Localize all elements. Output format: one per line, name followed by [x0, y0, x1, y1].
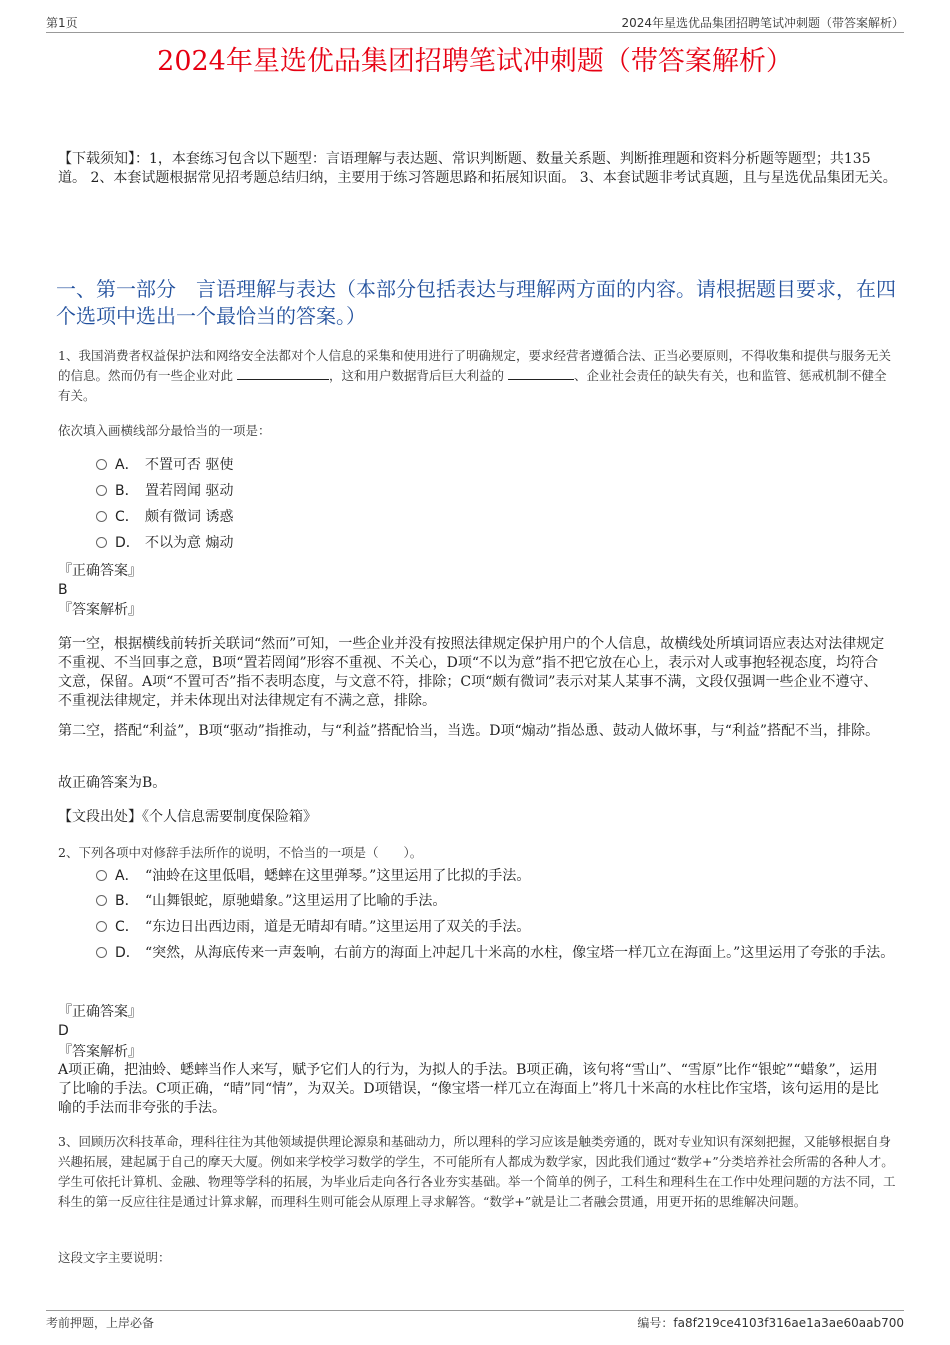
q1-stem-part-b: ，这和用户数据背后巨大利益的	[329, 368, 505, 383]
radio-icon[interactable]	[96, 947, 107, 958]
q2-analysis-label: 『答案解析』	[58, 1044, 142, 1060]
q1-blank-1	[237, 367, 329, 380]
option-text: 不以为意 煽动	[145, 535, 234, 551]
footer-slogan: 考前押题，上岸必备	[46, 1316, 155, 1330]
q2-answer: D	[58, 1023, 69, 1039]
radio-icon[interactable]	[96, 921, 107, 932]
option-text: 不置可否 驱使	[145, 457, 234, 473]
footer-doc-id: 编号：fa8f219ce4103f316ae1a3ae60aab700	[637, 1316, 904, 1330]
option-key: A．	[115, 868, 139, 884]
option-text: “突然，从海底传来一声轰响，右前方的海面上冲起几十米高的水柱，像宝塔一样兀立在海面上。”这里运用了夸张的手法。	[145, 945, 895, 961]
q3-stem: 3、回顾历次科技革命，理科往往为其他领域提供理论源泉和基础动力，所以理科的学习应该是触类旁通的，既对专业知识有深刻把握，又能够根据自身兴趣拓展，建起属于自己的摩天大厦。例如来学校学习数学的学生，不可能所有人都成为数学家，因此我们通过“数学+”分类培养社会所需的各种人才。学生可依托计算机、金融、物理等学科的拓展，为毕业后走向各行各业夯实基础。举一个简单的例子，工科生和理科生在工作中处理问题的方法不同，工科生的第一反应往往是通过计算求解，而理科生则可能会从原理上寻求解答。“数学+”就是让二者融会贯通，用更开拓的思维解决问题。	[58, 1134, 896, 1209]
q1-blank-2	[508, 367, 574, 380]
q1-option-d[interactable]	[96, 533, 896, 554]
radio-icon[interactable]	[96, 485, 107, 496]
option-key: B．	[115, 483, 139, 499]
q2-option-a[interactable]	[96, 866, 896, 887]
radio-icon[interactable]	[96, 537, 107, 548]
option-key: C．	[115, 509, 139, 525]
q1-source: 【文段出处】《个人信息需要制度保险箱》	[58, 809, 317, 825]
radio-icon[interactable]	[96, 870, 107, 881]
option-text: “东边日出西边雨，道是无晴却有晴。”这里运用了双关的手法。	[145, 919, 531, 935]
header-doc-title: 2024年星选优品集团招聘笔试冲刺题（带答案解析）	[621, 16, 904, 30]
q1-analysis-label: 『答案解析』	[58, 602, 142, 618]
q1-analysis-1: 第一空，根据横线前转折关联词“然而”可知，一些企业并没有按照法律规定保护用户的个人信息，故横线处所填词语应表达对法律规定不重视、不当回事之意，B项“置若罔闻”形容不重视、不关心，D项“不以为意”指不把它放在心上，表示对人或事抱轻视态度，均符合文意，保留。A项“不置可否”指不表明态度，与文意不符，排除；C项“颇有微词”表示对某人某事不满，文段仅强调一些企业不遵守、不重视法律规定，并未体现出对法律规定有不满之意，排除。	[58, 636, 885, 709]
option-text: “山舞银蛇，原驰蜡象。”这里运用了比喻的手法。	[145, 893, 447, 909]
q1-analysis-2: 第二空，搭配“利益”，B项“驱动”指推动，与“利益”搭配恰当，当选。D项“煽动”指怂恿、鼓动人做坏事，与“利益”搭配不当，排除。	[58, 723, 880, 739]
radio-icon[interactable]	[96, 459, 107, 470]
download-notice: 【下载须知】：1，本套练习包含以下题型：言语理解与表达题、常识判断题、数量关系题、判断推理题和资料分析题等题型；共135道。 2、本套试题根据常见招考题总结归纳，主要用于练习答题思路和拓展知识面。 3、本套试题非考试真题，且与星选优品集团无关。	[58, 151, 897, 186]
q2-option-c[interactable]	[96, 917, 896, 938]
q2-option-b[interactable]	[96, 891, 896, 912]
section-heading: 一、第一部分 言语理解与表达（本部分包括表达与理解两方面的内容。请根据题目要求，在四个选项中选出一个最恰当的答案。）	[56, 277, 896, 328]
page-header	[46, 14, 904, 32]
q1-analysis-3: 故正确答案为B。	[58, 775, 167, 791]
footer-divider	[46, 1310, 904, 1311]
q2-analysis: A项正确，把油蛉、蟋蟀当作人来写，赋予它们人的行为，为拟人的手法。B项正确，该句将“雪山”、“雪原”比作“银蛇”“蜡象”，运用了比喻的手法。C项正确，“晴”同“情”，为双关。D项错误，“像宝塔一样兀立在海面上”将几十米高的水柱比作宝塔，该句运用的是比喻的手法而非夸张的手法。	[58, 1062, 879, 1116]
q2-stem: 2、下列各项中对修辞手法所作的说明，不恰当的一项是（ ）。	[58, 845, 423, 860]
q1-option-c[interactable]	[96, 507, 896, 528]
option-key: C．	[115, 919, 139, 935]
page-number: 第1页	[46, 16, 78, 30]
q1-answer: B	[58, 582, 68, 598]
q2-option-d[interactable]	[96, 943, 896, 964]
radio-icon[interactable]	[96, 511, 107, 522]
option-text: 置若罔闻 驱动	[145, 483, 234, 499]
q1-stem-part-a: 1、我国消费者权益保护法和网络安全法都对个人信息的采集和使用进行了明确规定，要求经营者遵循合法、正当必要原则，不得收集和提供与服务无关的信息。然而仍有一些企业对此	[58, 348, 891, 383]
q1-prompt: 依次填入画横线部分最恰当的一项是：	[58, 423, 271, 438]
option-key: D．	[115, 945, 140, 961]
option-key: B．	[115, 893, 139, 909]
option-text: 颇有微词 诱惑	[145, 509, 234, 525]
q2-answer-label: 『正确答案』	[58, 1004, 142, 1020]
option-key: A．	[115, 457, 139, 473]
q1-answer-label: 『正确答案』	[58, 563, 142, 579]
q3-prompt: 这段文字主要说明：	[58, 1250, 171, 1265]
option-key: D．	[115, 535, 140, 551]
radio-icon[interactable]	[96, 895, 107, 906]
q1-stem	[58, 346, 898, 406]
page-footer	[46, 1314, 904, 1332]
q1-option-a[interactable]	[96, 455, 896, 476]
option-text: “油蛉在这里低唱，蟋蟀在这里弹琴。”这里运用了比拟的手法。	[145, 868, 531, 884]
page-title: 2024年星选优品集团招聘笔试冲刺题（带答案解析）	[157, 46, 793, 77]
header-divider	[46, 32, 904, 33]
q1-option-b[interactable]	[96, 481, 896, 502]
q1-stem-part-c: 、企业社会责任的缺失有关，也和监管、惩戒机制不健全有关。	[58, 368, 887, 403]
